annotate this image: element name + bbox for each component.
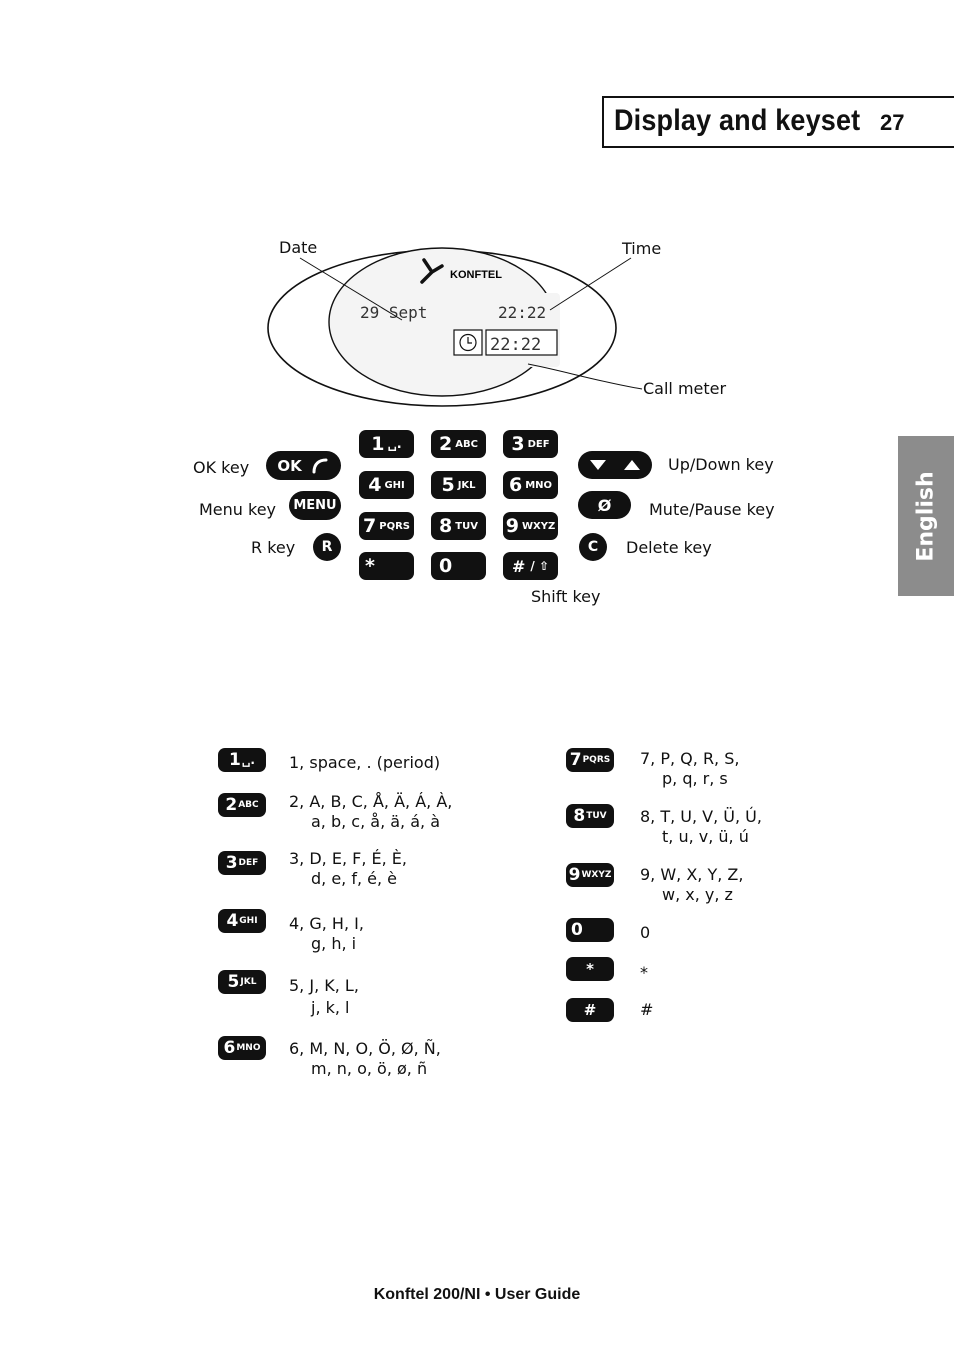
menu-key-callout: Menu key (199, 500, 277, 519)
charmap-key-4: 4 GHI (218, 909, 266, 933)
time-callout: Time (622, 239, 662, 258)
charmap-key-8: 8 TUV (566, 804, 614, 828)
charmap-key-0: 0 (566, 918, 614, 942)
keypad-key-2[interactable]: 2 ABC (431, 430, 486, 458)
keypad (359, 430, 559, 580)
charmap-desc-5: 5, J, K, L, j, k, l (289, 976, 359, 1017)
arrow-up-icon (624, 459, 640, 471)
menu-key[interactable] (289, 491, 341, 520)
page-footer: Konftel 200/NI • User Guide (373, 1286, 581, 1303)
charmap-desc-hash: # (640, 1000, 654, 1019)
charmap-desc-4: 4, G, H, I, g, h, i (289, 914, 364, 953)
delete-key[interactable] (579, 533, 607, 561)
charmap-desc-8: 8, T, U, V, Ü, Ú, t, u, v, ü, ú (640, 807, 762, 846)
arrow-down-icon (590, 459, 606, 471)
charmap-key-1: 1 ␣. (218, 748, 266, 772)
charmap-desc-6: 6, M, N, O, Ö, Ø, Ñ, m, n, o, ö, ø, ñ (289, 1039, 441, 1078)
charmap-key-5: 5 JKL (218, 970, 266, 994)
delete-key-label: C (587, 539, 599, 555)
keypad-key-0[interactable]: 0 (431, 552, 486, 580)
delete-key-callout: Delete key (626, 538, 712, 557)
keypad-key-7[interactable]: 7 PQRS (359, 512, 414, 540)
page-number: 27 (880, 110, 905, 135)
keypad-key-5[interactable]: 5 JKL (431, 471, 486, 499)
r-key-label: R (321, 539, 333, 555)
charmap-desc-3: 3, D, E, F, É, È, d, e, f, é, è (289, 849, 407, 888)
ok-key[interactable] (266, 451, 341, 480)
keypad-key-9[interactable]: 9 WXYZ (503, 512, 558, 540)
charmap-key-hash: # (566, 998, 614, 1022)
phone-display-illustration (260, 238, 660, 414)
up-down-key-callout: Up/Down key (668, 455, 774, 474)
date-callout: Date (279, 238, 318, 257)
lcd-time: 22:22 (498, 303, 547, 322)
charmap-key-2: 2 ABC (218, 793, 266, 817)
shift-key-callout: Shift key (531, 587, 601, 606)
keypad-key-1[interactable]: 1 ␣. (359, 430, 414, 458)
charmap-key-7: 7 PQRS (566, 748, 614, 772)
menu-key-label: MENU (293, 498, 337, 513)
keypad-key-hash[interactable]: # / ⇧ (503, 552, 558, 580)
up-down-key[interactable] (578, 451, 652, 479)
phone-handset-icon (310, 458, 330, 474)
charmap-key-9: 9 WXYZ (566, 863, 614, 887)
mute-pause-key-callout: Mute/Pause key (649, 500, 775, 519)
charmap-key-6: 6 MNO (218, 1036, 266, 1060)
charmap-desc-1: 1, space, . (period) (289, 753, 441, 772)
charmap-desc-2: 2, A, B, C, Å, Ä, Á, À, a, b, c, å, ä, á, à (289, 792, 453, 831)
mute-pause-key[interactable] (578, 491, 631, 519)
keypad-key-6[interactable]: 6 MNO (503, 471, 558, 499)
ok-key-callout: OK key (193, 458, 250, 477)
keypad-key-4[interactable]: 4 GHI (359, 471, 414, 499)
call-meter-callout: Call meter (643, 379, 727, 398)
lcd-date: 29 Sept (360, 303, 428, 322)
keypad-key-star[interactable]: * (359, 552, 414, 580)
charmap-desc-7: 7, P, Q, R, S, p, q, r, s (640, 749, 740, 788)
charmap-desc-star: * (640, 963, 648, 982)
charmap-key-3: 3 DEF (218, 851, 266, 875)
charmap-desc-9: 9, W, X, Y, Z, w, x, y, z (640, 865, 744, 904)
r-key[interactable] (313, 533, 341, 561)
charmap-desc-0: 0 (640, 923, 651, 942)
mute-icon: Ø (597, 495, 612, 515)
page-title: Display and keyset (614, 104, 861, 137)
keypad-key-3[interactable]: 3 DEF (503, 430, 558, 458)
display-brand: KONFTEL (450, 269, 502, 281)
ok-key-label: OK (277, 456, 302, 475)
keypad-key-8[interactable]: 8 TUV (431, 512, 486, 540)
language-tab-label: English (913, 470, 939, 562)
language-tab-label-wrap (898, 436, 954, 596)
lcd-call-meter: 22:22 (490, 335, 542, 355)
charmap-key-star: * (566, 957, 614, 981)
r-key-callout: R key (251, 538, 296, 557)
